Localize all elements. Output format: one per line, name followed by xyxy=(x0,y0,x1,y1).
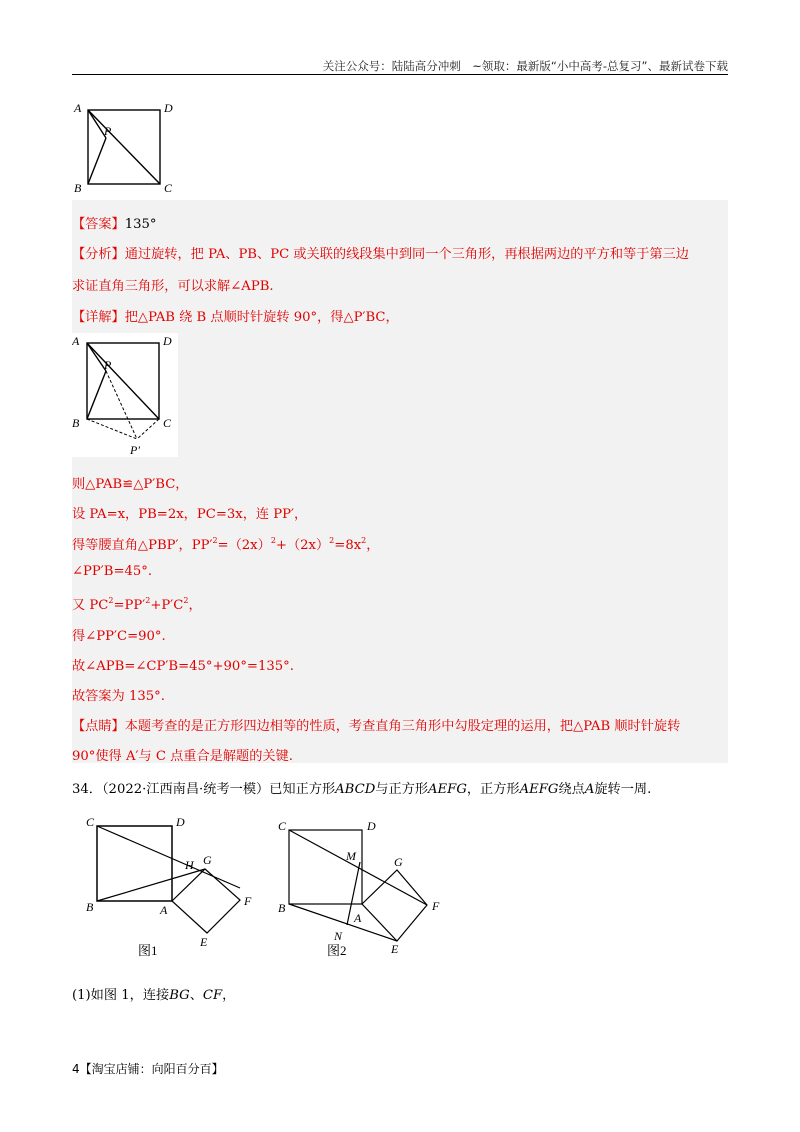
step-5: 又 $PC^2=PP'^2+P'C^2$， xyxy=(72,596,202,613)
answer-line xyxy=(72,213,157,232)
figure-q34-1 xyxy=(82,812,272,962)
label-n: N xyxy=(334,929,343,943)
label-a: A xyxy=(354,911,362,925)
label-g: G xyxy=(394,855,403,869)
label-b: B xyxy=(74,181,82,195)
comment-tag: 【点睛】 xyxy=(72,719,125,734)
label-p-prime: P′ xyxy=(130,443,140,457)
step-4: ∠PP′B=45°. xyxy=(72,564,153,579)
figure-q34-2 xyxy=(272,812,462,962)
header-rule xyxy=(72,74,728,75)
analysis-line-2: 求证直角三角形，可以求解∠APB. xyxy=(72,279,274,294)
label-d: D xyxy=(176,815,185,829)
detail-tag: 【详解】 xyxy=(72,310,125,325)
label-b: B xyxy=(86,900,94,914)
question-source: （2022·江西南昌·统考一模） xyxy=(101,782,270,797)
label-c: C xyxy=(86,815,95,829)
label-e: E xyxy=(200,935,208,949)
label-b: B xyxy=(72,416,80,430)
figure-square-p xyxy=(72,100,182,196)
label-m: M xyxy=(346,849,356,863)
page-header: 关注公众号：陆陆高分冲刺 ~领取：最新版“小中高考-总复习”、最新试卷下载 xyxy=(322,59,728,73)
analysis-tag: 【分析】 xyxy=(72,247,125,262)
label-d: D xyxy=(367,819,376,833)
label-f: F xyxy=(244,894,252,908)
label-h: H xyxy=(185,858,194,872)
figure-caption-2: 图2 xyxy=(327,943,347,958)
step-8: 故答案为 135°. xyxy=(72,689,165,704)
question-number: 34． xyxy=(72,782,102,797)
label-p: P xyxy=(104,358,112,372)
figure-caption-1: 图1 xyxy=(138,943,158,958)
comment-line-2: 90°使得 A′与 C 点重合是解题的关键. xyxy=(72,749,293,764)
label-a: A xyxy=(74,101,82,115)
label-p: P xyxy=(104,124,112,138)
label-d: D xyxy=(164,101,173,115)
step-1: 则△PAB≌△P′BC， xyxy=(72,477,189,492)
comment-line-1: 【点睛】本题考查的是正方形四边相等的性质，考查直角三角形中勾股定理的运用，把△PAB 顺时针旋转 xyxy=(72,719,681,734)
detail-line-1: 【详解】把△PAB 绕 B 点顺时针旋转 90°，得△P′BC， xyxy=(72,310,399,325)
label-g: G xyxy=(203,853,212,867)
label-e: E xyxy=(391,942,399,956)
label-a: A xyxy=(72,334,80,348)
label-a: A xyxy=(160,903,168,917)
step-7: 故∠APB=∠CP′B=45°+90°=135°. xyxy=(72,659,294,674)
step-2: 设 PA=x，PB=2x，PC=3x，连 PP′， xyxy=(72,507,308,522)
question-34-stem: 34．（2022·江西南昌·统考一模）已知正方形ABCD与正方形AEFG，正方形AEFG绕点A旋转一周. xyxy=(72,782,652,797)
step-6: 得∠PP′C=90°. xyxy=(72,629,166,644)
analysis-line-1: 【分析】通过旋转，把 PA、PB、PC 或关联的线段集中到同一个三角形，再根据两边的平方和等于第三边 xyxy=(72,247,689,262)
answer-tag: 【答案】 xyxy=(72,217,125,232)
answer-value: 135° xyxy=(124,217,157,232)
label-d: D xyxy=(163,334,172,348)
label-c: C xyxy=(278,819,287,833)
label-f: F xyxy=(432,899,440,913)
label-c: C xyxy=(164,181,173,195)
figure-rotation xyxy=(72,333,178,457)
step-3: 得等腰直角△PBP′，$PP'^2=(2x)^2+(2x)^2=8x^2$， xyxy=(72,536,380,553)
label-b: B xyxy=(278,901,286,915)
question-34-part-1: (1)如图 1，连接BG、CF， xyxy=(72,988,236,1003)
label-c: C xyxy=(163,416,172,430)
page-footer: 4【淘宝店铺：向阳百分百】 xyxy=(72,1062,224,1076)
